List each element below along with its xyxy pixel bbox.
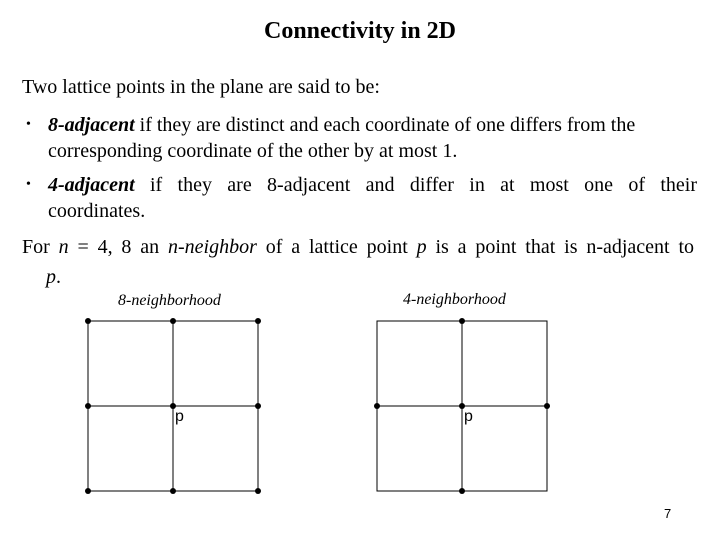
bullet-text-line1: if they are distinct and each coordinate of one differs from the bbox=[134, 114, 636, 136]
definition-period: . bbox=[56, 266, 61, 288]
neighbor-point bbox=[85, 318, 91, 324]
bullet-text-line2: coordinates. bbox=[48, 200, 146, 222]
definition-prefix: For bbox=[22, 236, 59, 258]
definition-p-end: p bbox=[46, 266, 56, 288]
neighbor-point bbox=[255, 403, 261, 409]
bullet-term: 8-adjacent bbox=[48, 114, 135, 136]
neighbor-point bbox=[374, 403, 380, 409]
caption-4-neighborhood: 4-neighborhood bbox=[403, 291, 506, 308]
bullet-text-line1: if they are 8-adjacent and differ in at most one of their bbox=[134, 174, 697, 196]
bullet-text-line2: corresponding coordinate of the other by at most 1. bbox=[48, 140, 458, 162]
bullet-term: 4-adjacent bbox=[48, 174, 135, 196]
neighbor-point bbox=[459, 318, 465, 324]
bullet-dot-icon: • bbox=[26, 177, 31, 192]
definition-suffix: is a point that is n-adjacent to bbox=[426, 236, 694, 258]
neighbor-point bbox=[170, 318, 176, 324]
neighbor-point bbox=[459, 488, 465, 494]
definition-values: = 4, 8 an bbox=[68, 236, 168, 258]
neighbor-point bbox=[85, 488, 91, 494]
neighbor-point bbox=[544, 403, 550, 409]
slide-title: Connectivity in 2D bbox=[264, 18, 456, 44]
bullet-dot-icon: • bbox=[26, 117, 31, 132]
definition-p-var: p bbox=[416, 236, 427, 258]
neighbor-point bbox=[85, 403, 91, 409]
neighbor-point bbox=[170, 488, 176, 494]
center-label-4: p bbox=[464, 408, 473, 425]
definition-term: n-neighbor bbox=[168, 236, 257, 258]
neighbor-point bbox=[255, 488, 261, 494]
intro-text: Two lattice points in the plane are said to be: bbox=[22, 76, 380, 98]
definition-n-var: n bbox=[58, 236, 69, 258]
center-label-8: p bbox=[175, 408, 184, 425]
neighbor-point bbox=[255, 318, 261, 324]
page-number: 7 bbox=[664, 506, 672, 521]
definition-mid: of a lattice point bbox=[256, 236, 417, 258]
caption-8-neighborhood: 8-neighborhood bbox=[118, 292, 221, 309]
